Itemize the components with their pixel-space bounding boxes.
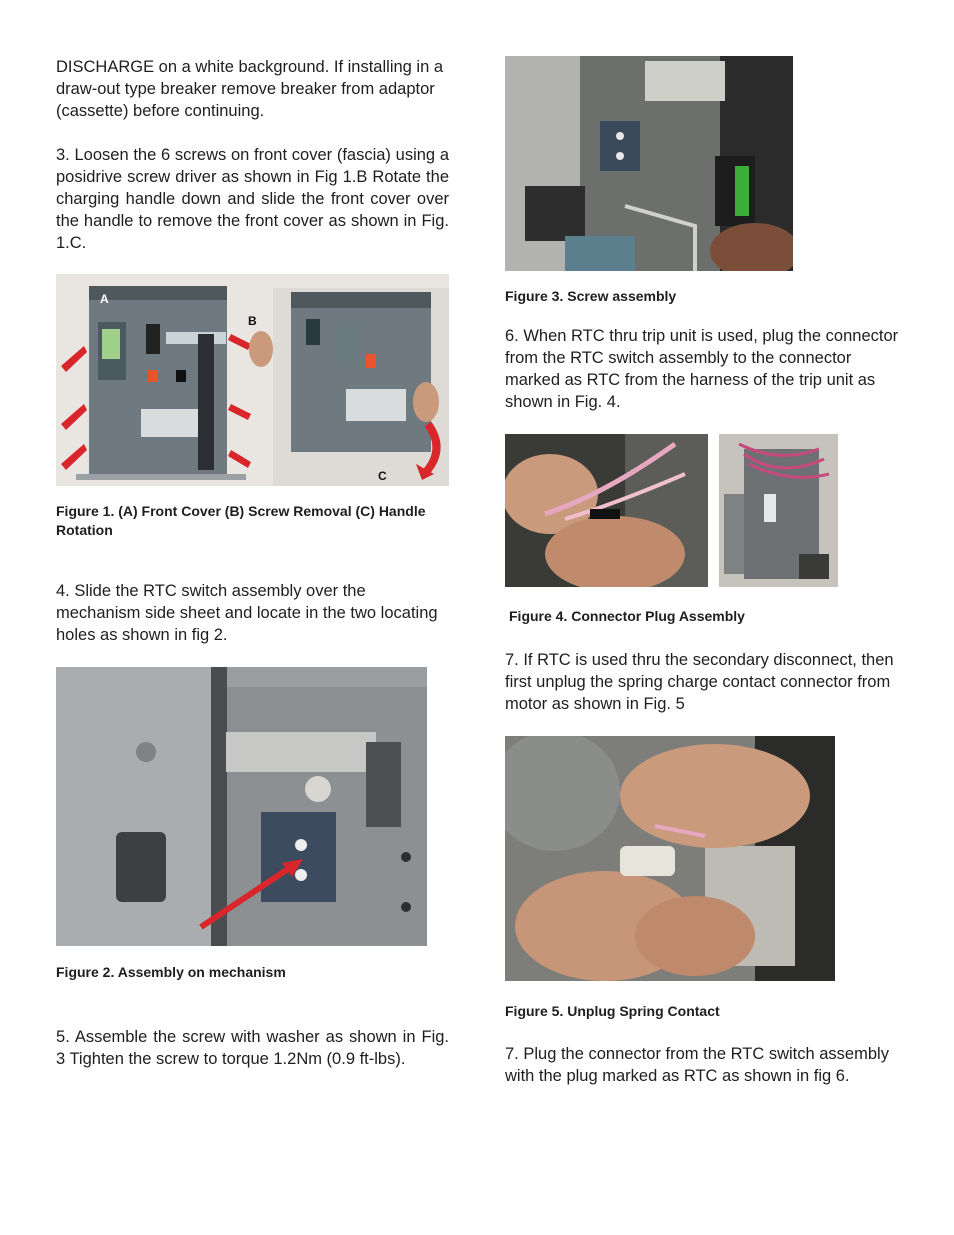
- figure-4-image-right: [719, 434, 838, 587]
- figure-2-image: [56, 667, 427, 946]
- step-5-text: . Assemble the screw with washer as shown in Fig. 3 Tighten the screw to torque 1.2Nm (0.9 ft-lbs).: [56, 1028, 449, 1068]
- paragraph-step-7a: 7. If RTC is used thru the secondary disconnect, then first unplug the spring charge contact connector from motor as shown in Fig. 5: [505, 651, 894, 713]
- figure-5-image: [505, 736, 835, 981]
- figure-4-image-left: [505, 434, 708, 587]
- paragraph-step-3: 3. Loosen the 6 screws on front cover (fascia) using a posidrive screw driver as shown in Fig 1.B Rotate the charging handle down and slide the front cover over the handle to remove the front cover as shown in Fig. 1.C.: [56, 146, 449, 252]
- step-5-number: 5: [56, 1028, 66, 1046]
- figure-1-photo: [56, 274, 449, 486]
- figure-1-caption: Figure 1. (A) Front Cover (B) Screw Removal (C) Handle Rotation: [56, 503, 426, 538]
- figure-1-label-c: C: [378, 469, 387, 483]
- figure-4-photo-left: [505, 434, 708, 587]
- figure-3-image: [505, 56, 793, 271]
- figure-2-caption: Figure 2. Assembly on mechanism: [56, 964, 286, 980]
- figure-5-photo: [505, 736, 835, 981]
- figure-3-caption: Figure 3. Screw assembly: [505, 288, 677, 304]
- figure-4-caption: Figure 4. Connector Plug Assembly: [509, 608, 745, 624]
- paragraph-step-5: [56, 1026, 449, 1070]
- paragraph-step-4: 4. Slide the RTC switch assembly over the mechanism side sheet and locate in the two locating holes as shown in fig 2.: [56, 582, 438, 644]
- paragraph-discharge: DISCHARGE on a white background. If installing in a draw-out type breaker remove breaker from adaptor (cassette) before continuing.: [56, 58, 444, 120]
- figure-3-photo: [505, 56, 793, 271]
- figure-5-caption: Figure 5. Unplug Spring Contact: [505, 1003, 720, 1019]
- paragraph-step-7b: 7. Plug the connector from the RTC switch assembly with the plug marked as RTC as shown in fig 6.: [505, 1045, 889, 1085]
- figure-1-label-b: B: [248, 314, 257, 328]
- figure-1-label-a: A: [100, 292, 109, 306]
- figure-4-photo-right: [719, 434, 838, 587]
- paragraph-step-6: 6. When RTC thru trip unit is used, plug the connector from the RTC switch assembly to the connector marked as RTC from the harness of the trip unit as shown in Fig. 4.: [505, 327, 899, 411]
- figure-2-photo: [56, 667, 427, 946]
- figure-1-image: [56, 274, 449, 486]
